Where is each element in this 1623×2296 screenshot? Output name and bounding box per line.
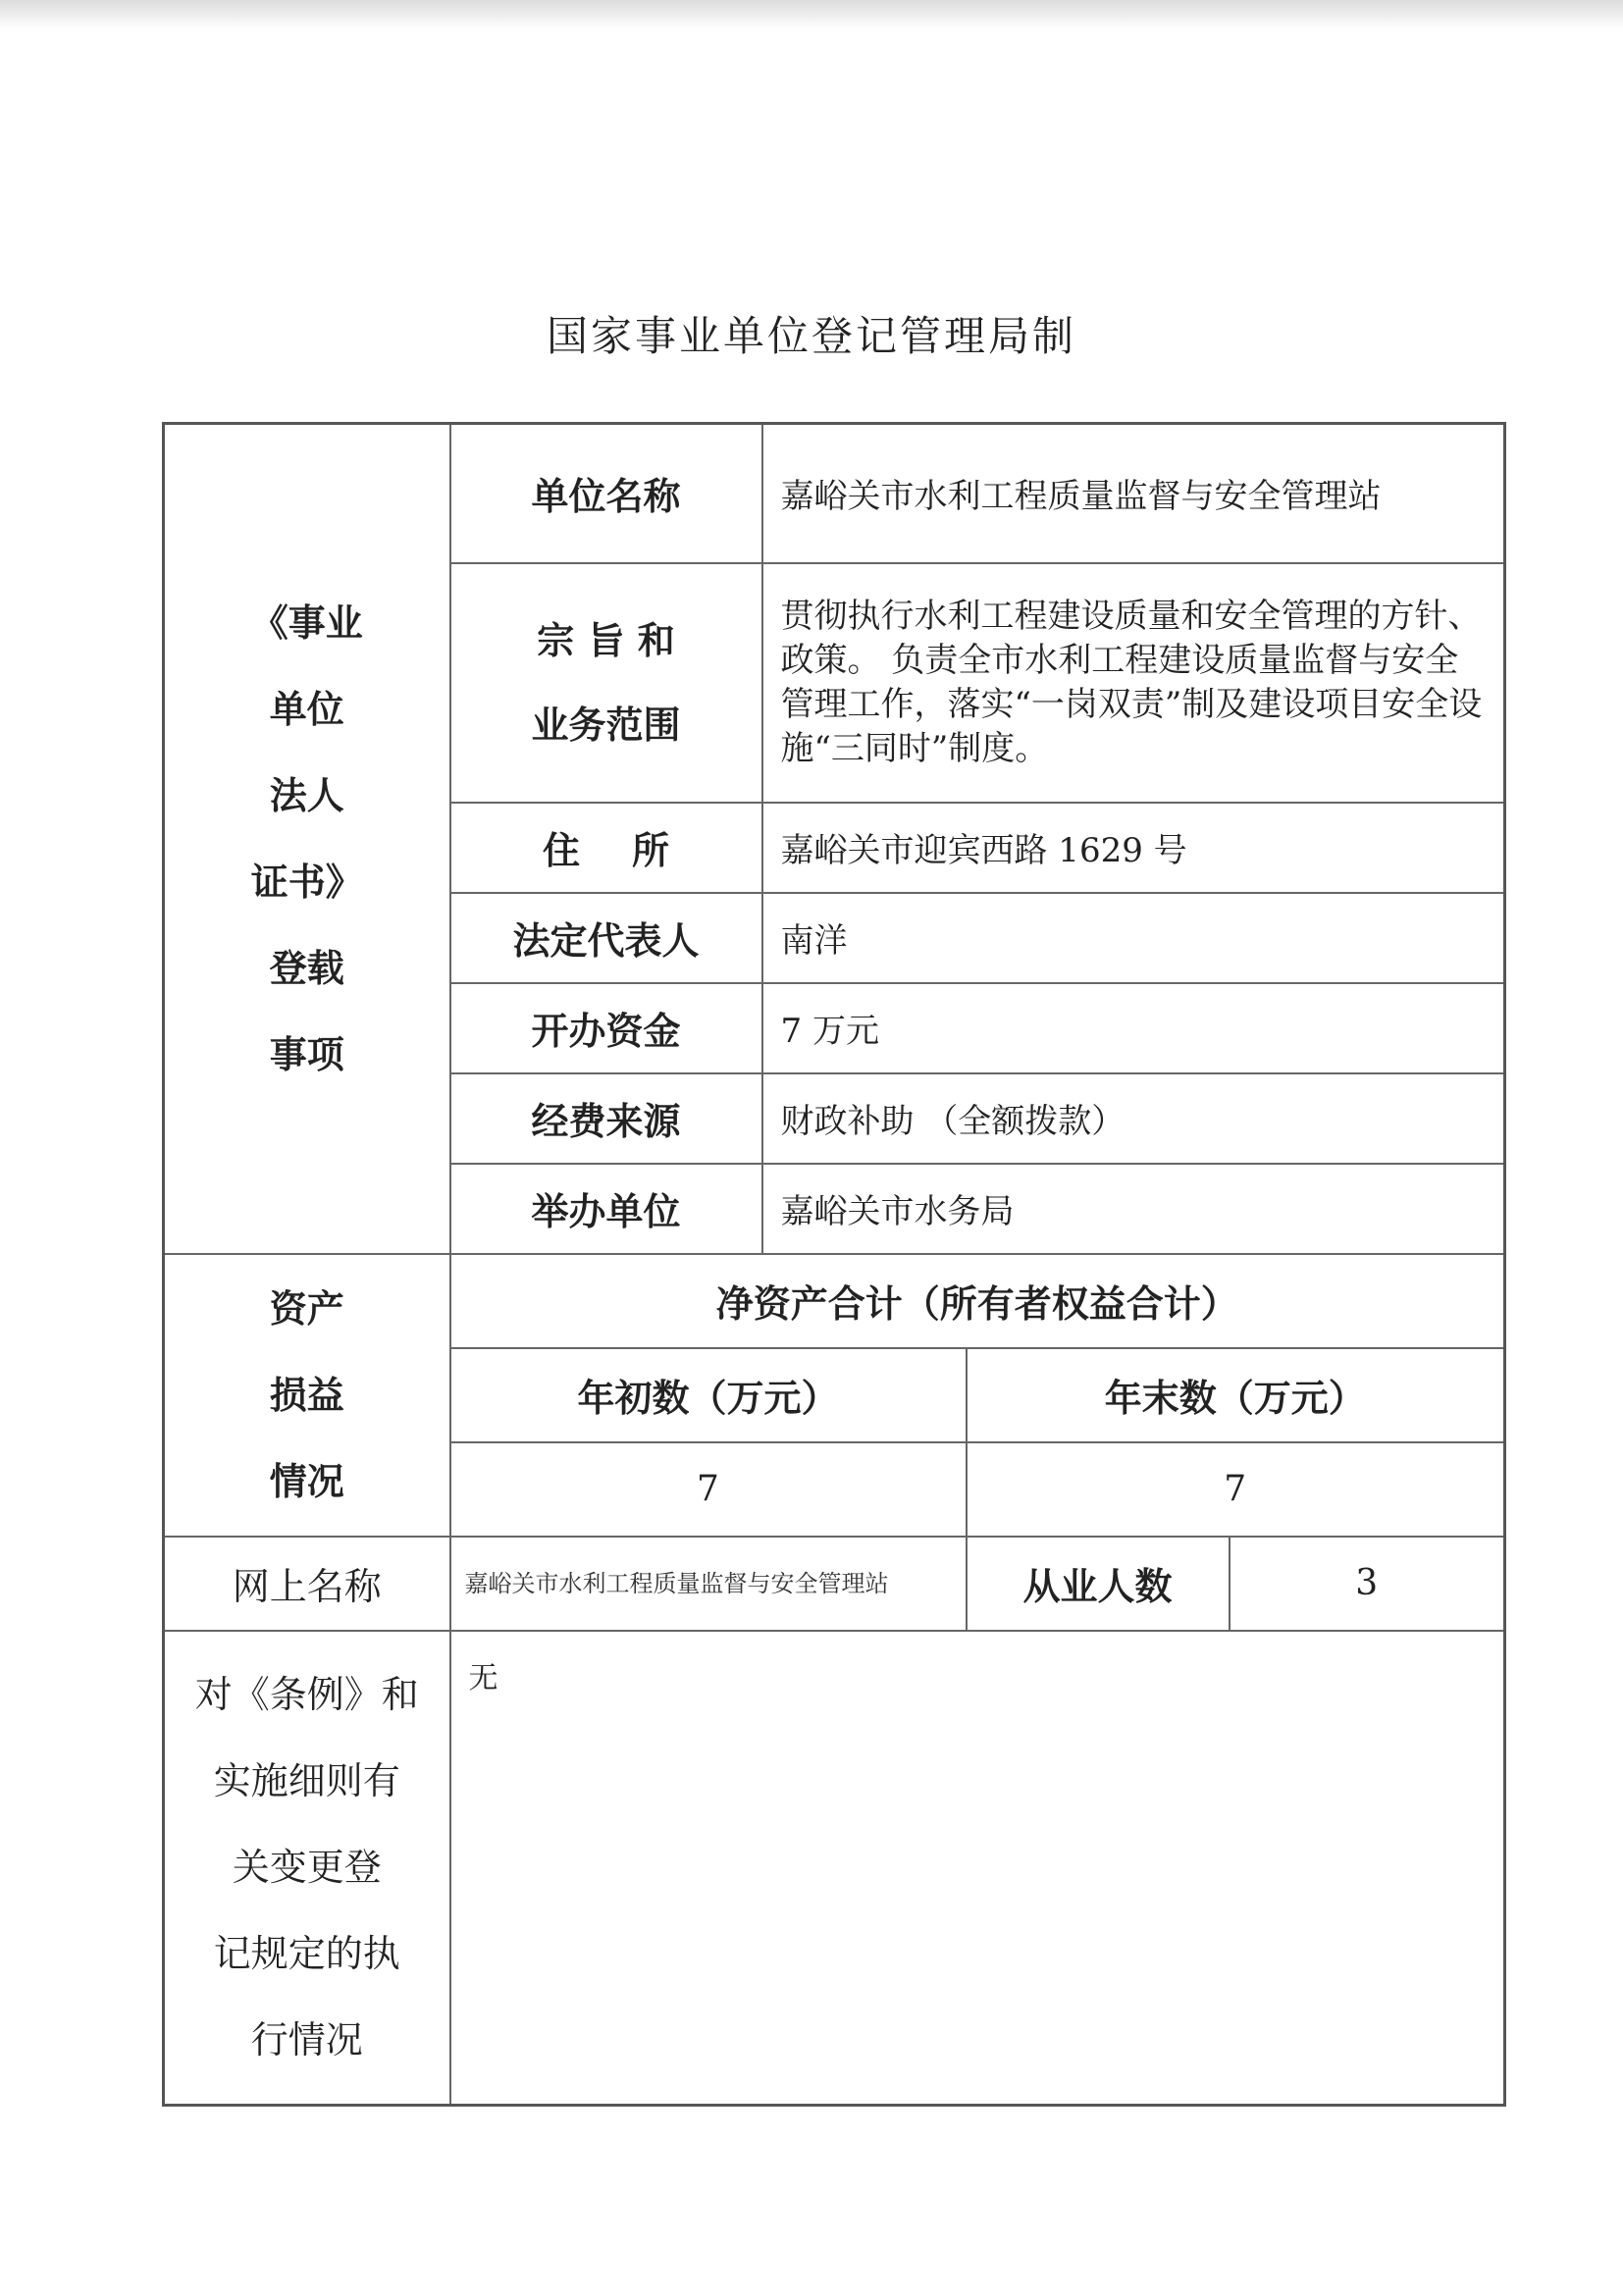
document-title: 国家事业单位登记管理局制 [546,312,1076,360]
sponsor-label: 举办单位 [450,1164,762,1254]
row-unit-name [164,424,1505,563]
scope-value: 贯彻执行水利工程建设质量和安全管理的方针、政策。 负责全市水利工程建设质量监督与安全管理工作，落实“一岗双责”制及建设项目安全设施“三同时”制度。 [762,563,1505,803]
row-online-name [164,1537,1505,1631]
certificate-section-label: 《事业 单位 法人 证书》 登载 事项 [164,424,450,1254]
capital-value: 7 万元 [762,983,1505,1073]
funding-value: 财政补助 （全额拨款） [762,1073,1505,1164]
year-start-header: 年初数（万元） [450,1348,967,1442]
unit-name-label: 单位名称 [450,424,762,563]
online-name-label: 网上名称 [164,1537,450,1631]
registration-form [162,422,1506,2107]
address-value: 嘉峪关市迎宾西路 1629 号 [762,803,1505,893]
staff-count-value: 3 [1230,1537,1505,1631]
legal-rep-label: 法定代表人 [450,893,762,983]
row-assets-header [164,1254,1505,1348]
net-assets-header: 净资产合计（所有者权益合计） [450,1254,1505,1348]
scope-label: 宗 旨 和 业务范围 [450,563,762,803]
year-end-header: 年末数（万元） [967,1348,1505,1442]
year-end-value: 7 [967,1442,1505,1537]
row-execution [164,1631,1505,2106]
online-name-value: 嘉峪关市水利工程质量监督与安全管理站 [450,1537,967,1631]
address-label: 住 所 [450,803,762,893]
assets-section-label: 资产 损益 情况 [164,1254,450,1537]
funding-label: 经费来源 [450,1073,762,1164]
execution-value: 无 [450,1631,1505,2106]
sponsor-value: 嘉峪关市水务局 [762,1164,1505,1254]
capital-label: 开办资金 [450,983,762,1073]
year-start-value: 7 [450,1442,967,1537]
unit-name-value: 嘉峪关市水利工程质量监督与安全管理站 [762,424,1505,563]
legal-rep-value: 南洋 [762,893,1505,983]
execution-label: 对《条例》和 实施细则有 关变更登 记规定的执 行情况 [164,1631,450,2106]
staff-count-label: 从业人数 [967,1537,1230,1631]
scan-edge [0,0,1623,29]
